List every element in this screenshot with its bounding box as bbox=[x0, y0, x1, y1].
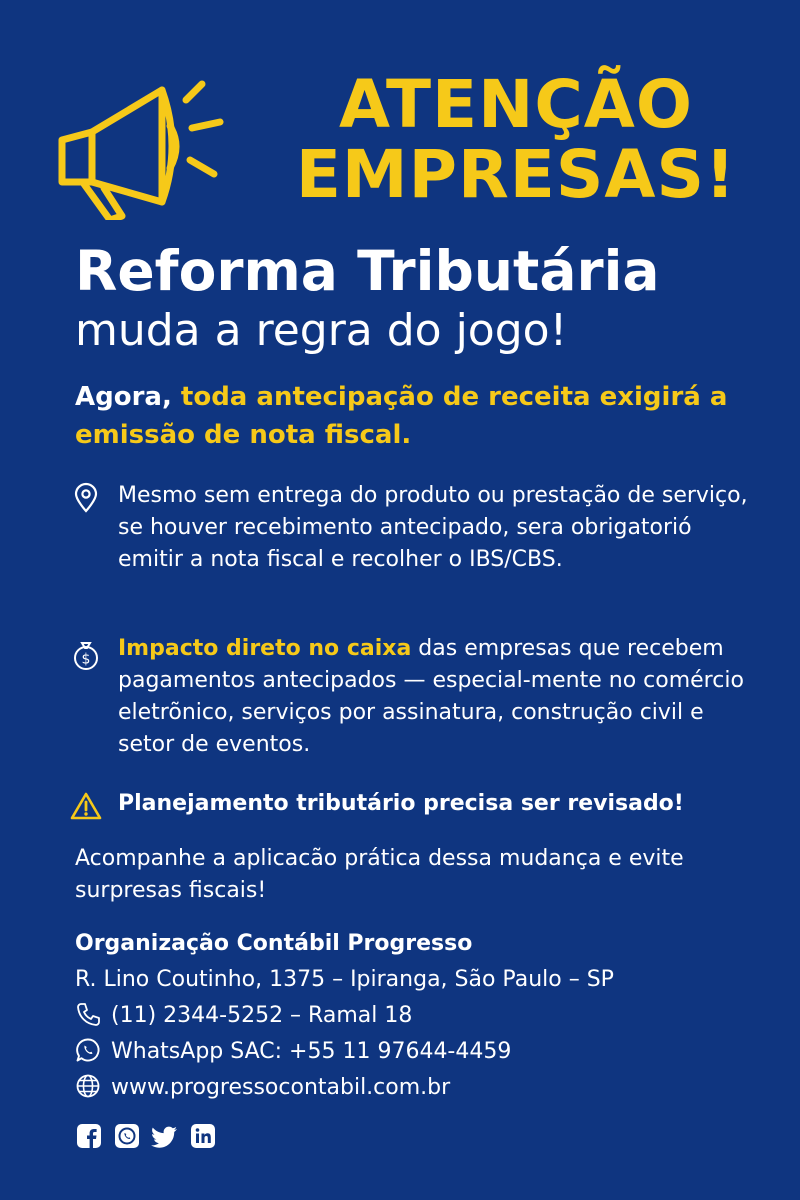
facebook-icon[interactable] bbox=[75, 1122, 103, 1150]
bullet-item bbox=[70, 633, 750, 761]
warning-icon bbox=[70, 790, 102, 822]
phone-icon bbox=[75, 1001, 101, 1027]
social-icons bbox=[75, 1122, 217, 1150]
whatsapp-number[interactable]: WhatsApp SAC: +55 11 97644-4459 bbox=[111, 1039, 512, 1064]
bullet-text bbox=[118, 633, 750, 761]
whatsapp-icon[interactable] bbox=[113, 1122, 141, 1150]
svg-text:$: $ bbox=[81, 651, 91, 668]
bullet-highlight: Impacto direto no caixa bbox=[118, 636, 412, 661]
headline-line-1: ATENÇÃO bbox=[339, 66, 693, 143]
title-sub: muda a regra do jogo! bbox=[75, 305, 568, 356]
lead-highlight: toda antecipação de receita exigirá a emissão de nota fiscal. bbox=[75, 382, 728, 450]
headline bbox=[256, 66, 776, 213]
website-link[interactable]: www.progressocontabil.com.br bbox=[111, 1075, 451, 1100]
location-pin-icon bbox=[70, 482, 102, 514]
title-main: Reforma Tributária bbox=[75, 239, 660, 303]
lead-prefix: Agora, bbox=[75, 382, 181, 412]
money-bag-icon bbox=[70, 639, 102, 671]
bullet-item bbox=[70, 480, 750, 576]
linkedin-icon[interactable] bbox=[189, 1122, 217, 1150]
address: R. Lino Coutinho, 1375 – Ipiranga, São Paulo – SP bbox=[75, 967, 614, 992]
megaphone-icon bbox=[52, 70, 232, 220]
bullet-text-rest: das empresas que recebem pagamentos antecipados — especial-mente no comércio eletrõnico, serviços por assinatura, construção civil e setor de eventos. bbox=[118, 636, 744, 757]
phone-number[interactable]: (11) 2344-5252 – Ramal 18 bbox=[111, 1003, 413, 1028]
lead-text bbox=[75, 378, 765, 454]
whatsapp-line bbox=[75, 1034, 511, 1070]
headline-line-2: EMPRESAS! bbox=[295, 136, 737, 213]
whatsapp-icon bbox=[75, 1037, 101, 1063]
bullet-item bbox=[70, 788, 750, 820]
bullet-text: Mesmo sem entrega do produto ou prestação de serviço, se houver recebimento antecipado, sera obrigatorió emitir a nota fiscal e recolher o IBS/CBS. bbox=[118, 483, 748, 572]
organization-name: Organização Contábil Progresso bbox=[75, 931, 473, 956]
call-to-action: Acompanhe a aplicacão prática dessa mudança e evite surpresas fiscais! bbox=[75, 846, 684, 903]
website-line bbox=[75, 1070, 450, 1106]
bullet-text: Planejamento tributário precisa ser revisado! bbox=[118, 791, 684, 816]
twitter-icon[interactable] bbox=[151, 1122, 179, 1150]
phone-line bbox=[75, 998, 412, 1034]
globe-icon bbox=[75, 1073, 101, 1099]
